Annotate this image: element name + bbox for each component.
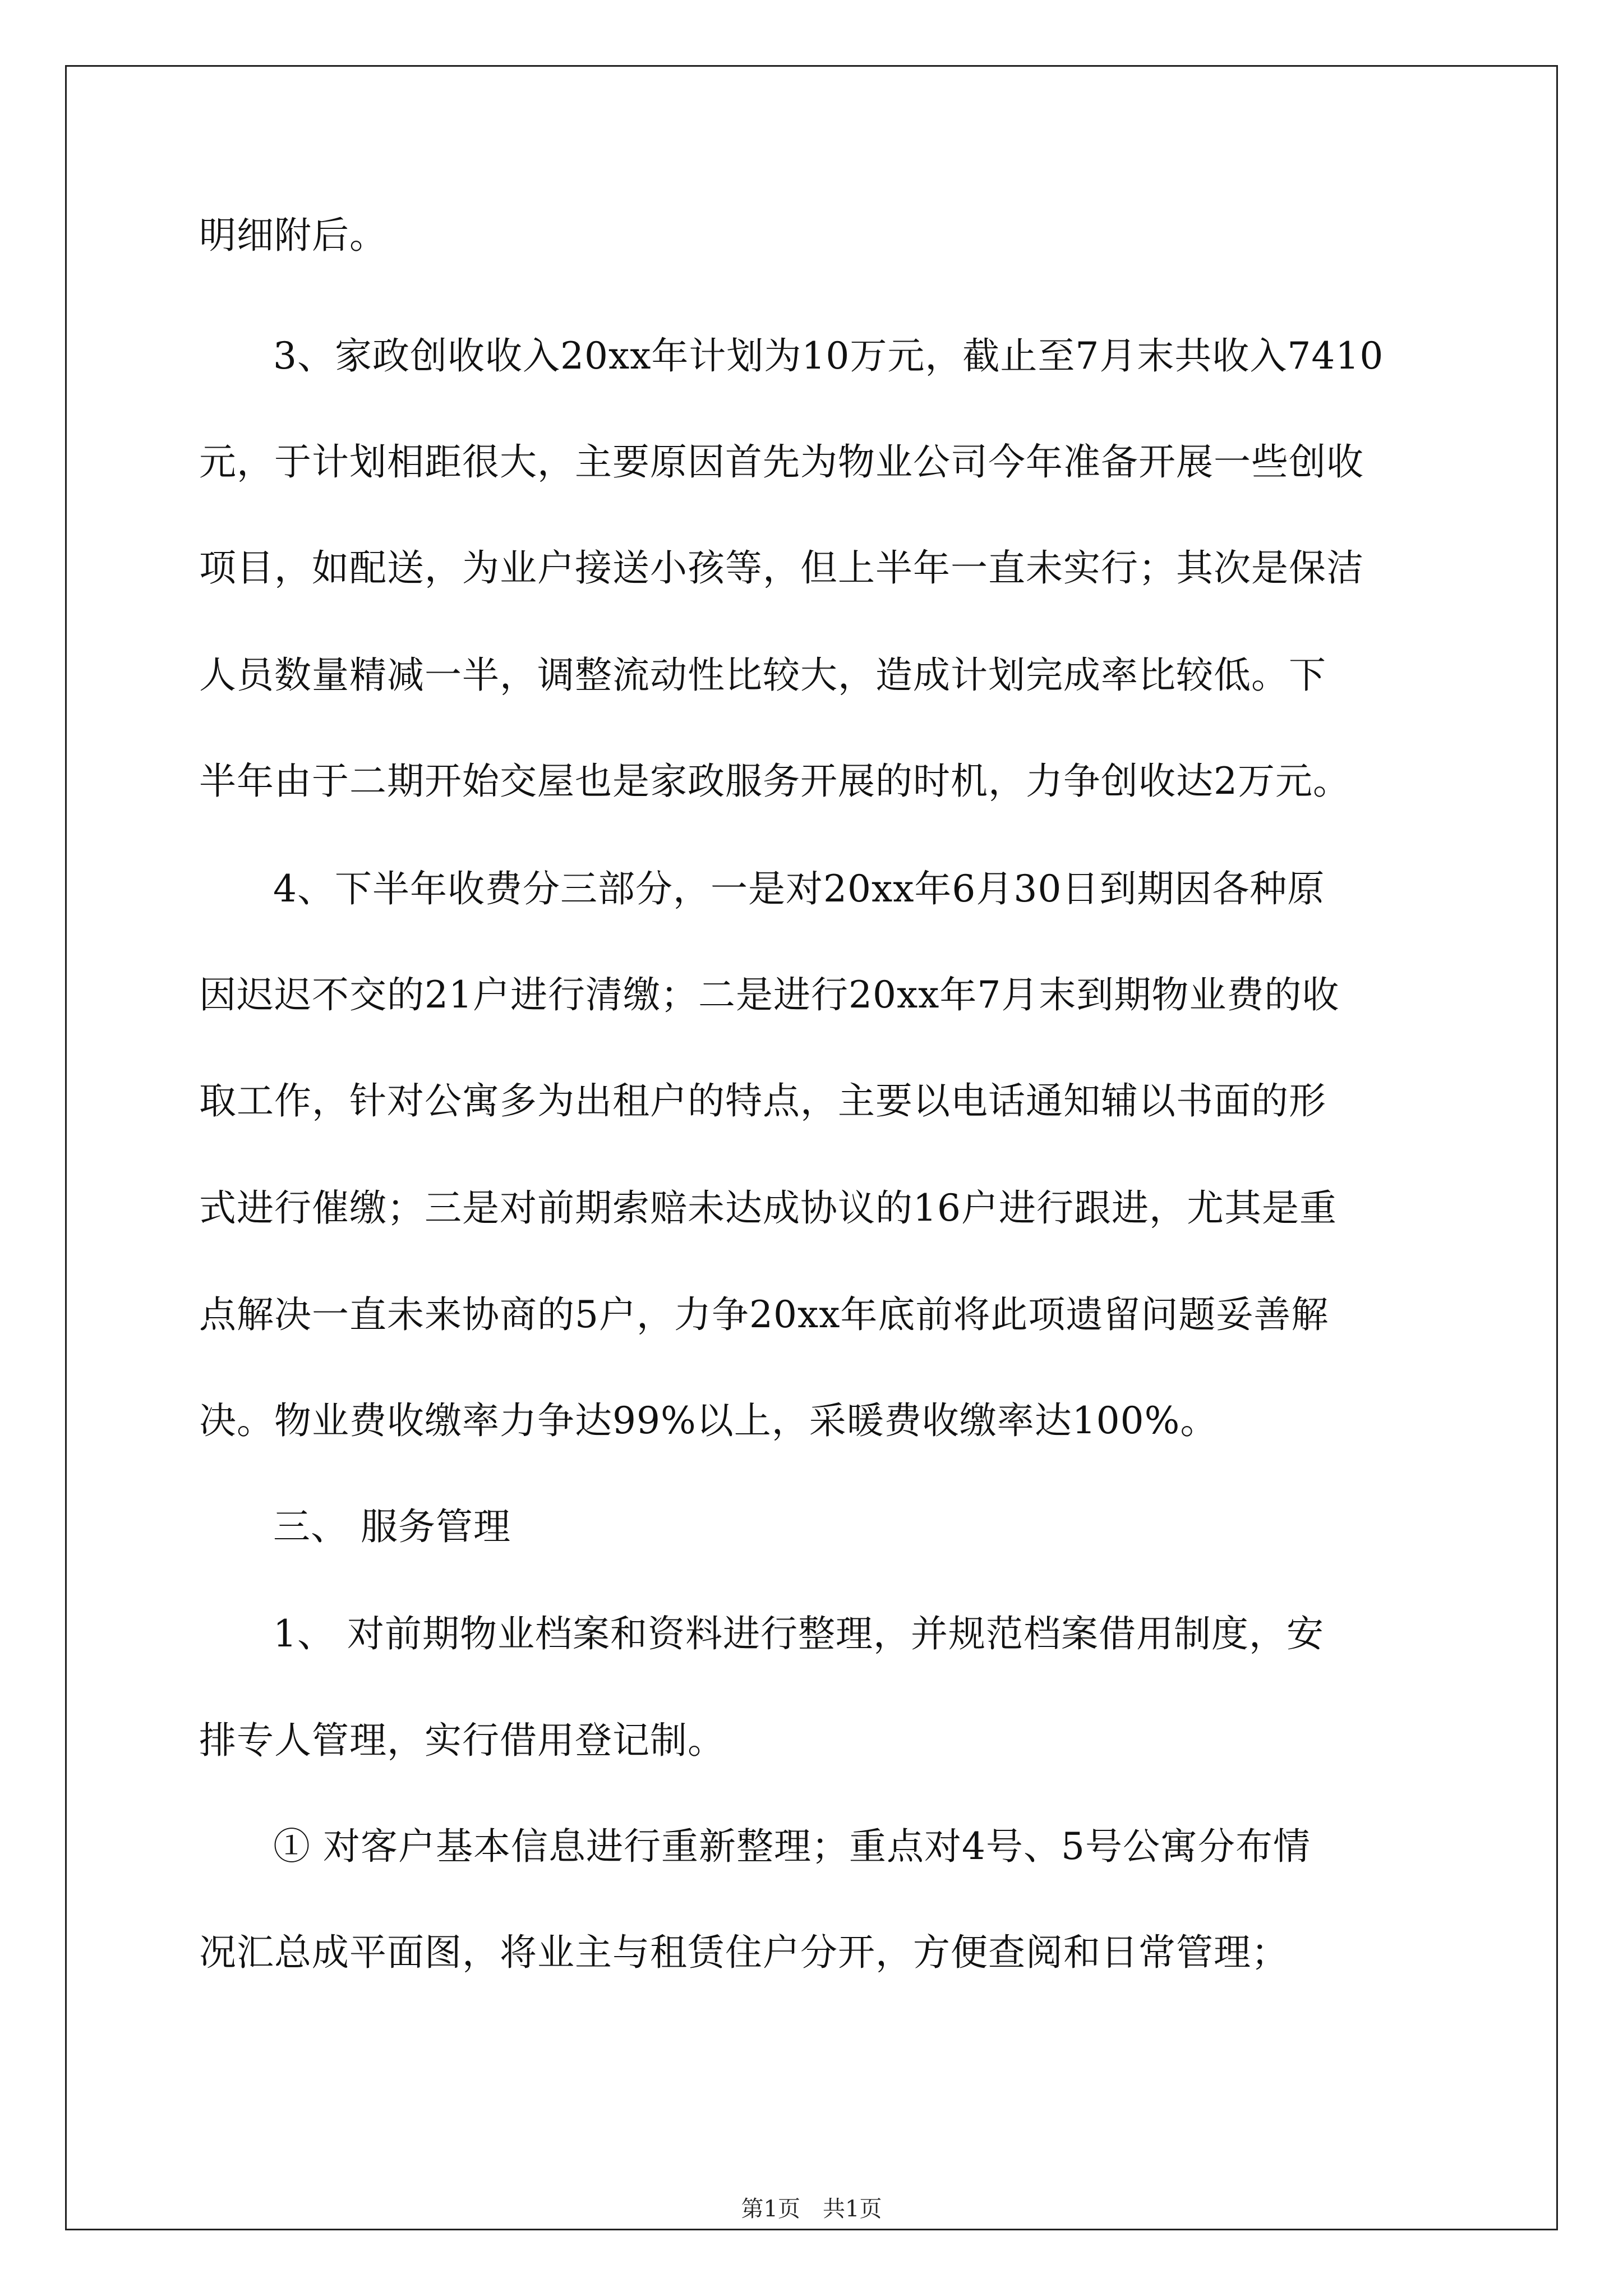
text-line: 因迟迟不交的21户进行清缴；二是进行20xx年7月末到期物业费的收 (199, 973, 1340, 1016)
text-line: 明细附后。 (199, 214, 387, 257)
text-line: 决。物业费收缴率力争达99%以上，采暖费收缴率达100%。 (199, 1399, 1218, 1442)
text-line: 人员数量精减一半，调整流动性比较大，造成计划完成率比较低。下 (199, 654, 1326, 697)
text-line: 项目，如配送，为业户接送小孩等，但上半年一直未实行；其次是保洁 (199, 546, 1364, 590)
text-line: 4、下半年收费分三部分，一是对20xx年6月30日到期因各种原 (273, 867, 1325, 910)
text-line: ① 对客户基本信息进行重新整理；重点对4号、5号公寓分布情 (273, 1825, 1311, 1868)
text-line: 排专人管理，实行借用登记制。 (199, 1719, 725, 1762)
text-line: 3、家政创收收入20xx年计划为10万元，截止至7月末共收入7410 (273, 334, 1384, 378)
text-line: 式进行催缴；三是对前期索赔未达成协议的16户进行跟进，尤其是重 (199, 1186, 1337, 1230)
text-line: 元，于计划相距很大，主要原因首先为物业公司今年准备开展一些创收 (199, 440, 1364, 484)
page-number-footer: 第1页 共1页 (741, 2196, 882, 2222)
text-line: 取工作，针对公寓多为出租户的特点，主要以电话通知辅以书面的形 (199, 1079, 1326, 1122)
section-heading: 三、 服务管理 (273, 1505, 511, 1548)
page-border (65, 65, 1558, 2230)
text-line: 1、 对前期物业档案和资料进行整理，并规范档案借用制度，安 (273, 1612, 1324, 1655)
text-line: 半年由于二期开始交屋也是家政服务开展的时机，力争创收达2万元。 (199, 760, 1350, 803)
text-line: 况汇总成平面图，将业主与租赁住户分开，方便查阅和日常管理； (199, 1931, 1289, 1974)
text-line: 点解决一直未来协商的5户，力争20xx年底前将此项遗留问题妥善解 (199, 1293, 1329, 1336)
